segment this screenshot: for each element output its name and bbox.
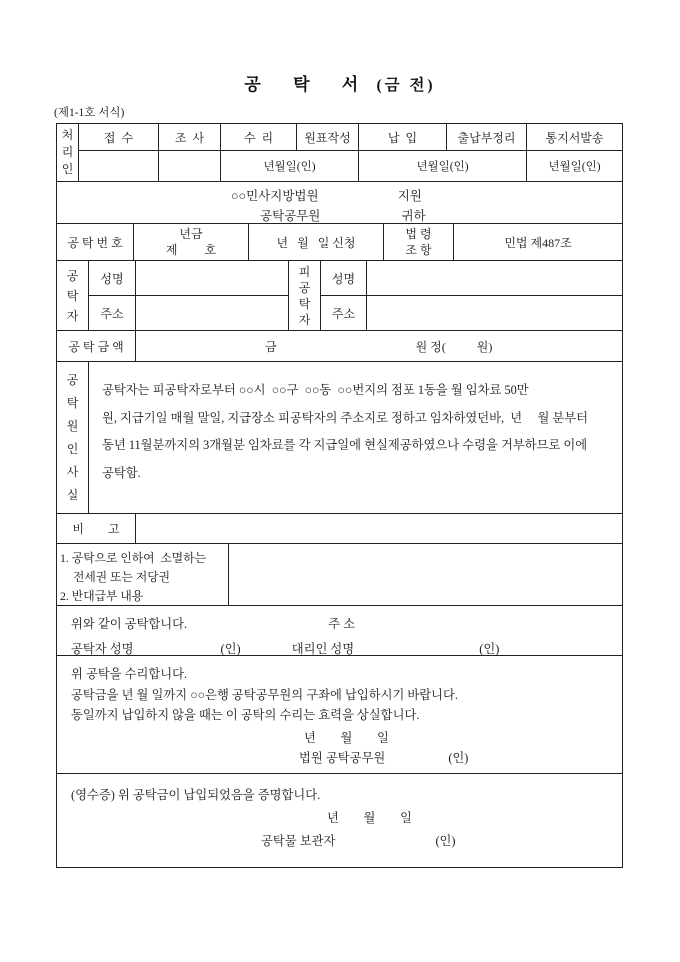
title-suffix: (금 전)	[376, 77, 436, 94]
deposit-number-row	[57, 224, 622, 261]
date-seal-1: 년월일(인)	[221, 151, 359, 181]
depositor-fields	[89, 261, 289, 330]
depositee-address-value	[367, 296, 622, 330]
cause-line-2: 원, 지급기일 매월 말일, 지급장소 피공탁자의 주소지로 정하고 임차하였던바, 년 월 분부터	[102, 410, 589, 425]
processing-grid	[79, 124, 622, 181]
col-payment: 납 입	[359, 124, 447, 150]
processing-header-row	[79, 124, 622, 151]
law-clause-label	[384, 224, 454, 260]
acceptance-signer: 법원 공탁공무원	[299, 751, 386, 765]
depositor-address-value	[136, 296, 289, 330]
acceptance-seal: (인)	[448, 751, 469, 765]
extinguish-items	[57, 544, 229, 605]
amount-won-jeong: 원 정(	[415, 339, 446, 354]
receipt-row	[57, 774, 622, 867]
depositor-address-label: 주소	[89, 296, 136, 330]
law-label-line2: 조 항	[405, 243, 432, 257]
form-code: (제1-1호 서식)	[54, 107, 125, 119]
court-line-1	[57, 186, 622, 204]
depositor-name-row	[89, 261, 289, 296]
title-text: 공 탁 서	[244, 75, 373, 94]
remarks-label: 비 고	[57, 514, 136, 543]
amount-won-close: 원)	[476, 339, 493, 354]
col-cashbook: 출납부정리	[447, 124, 527, 150]
acceptance-signer-line	[299, 748, 622, 769]
court-officer: 공탁공무원	[260, 209, 321, 223]
cause-line-4: 공탁함.	[102, 465, 141, 480]
amount-value	[136, 331, 622, 361]
col-notice: 통지서발송	[545, 130, 604, 145]
agent-seal: (인)	[479, 642, 500, 656]
acceptance-row	[57, 656, 622, 774]
declaration-statement: 위와 같이 공탁합니다.	[71, 617, 188, 631]
amount-label: 공 탁 금 액	[57, 331, 136, 361]
receipt-blank-cell	[79, 151, 159, 181]
depositor-address-row	[89, 296, 289, 330]
extinguish-line-2: 전세권 또는 저당권	[73, 570, 171, 584]
depositee-address-row	[321, 296, 622, 330]
amount-row	[57, 331, 622, 362]
col-receipt: 접 수	[79, 124, 159, 150]
extinguish-line-3: 2. 반대급부 내용	[60, 589, 144, 603]
cause-text	[89, 362, 622, 513]
cause-line-1: 공탁자는 피공탁자로부터 ○○시 ○○구 ○○동 ○○번지의 점포 1동을 월 임차료 50만	[102, 383, 529, 397]
declaration-line-2	[71, 639, 622, 657]
receipt-line-1: (영수증) 위 공탁금이 납입되었음을 증명합니다.	[71, 788, 321, 802]
date-seal-2: 년월일(인)	[359, 151, 527, 181]
court-section	[57, 182, 622, 224]
remarks-value	[136, 514, 622, 543]
depositor-signature-label: 공탁자 성명	[71, 642, 134, 656]
page-title	[0, 0, 680, 95]
depositee-fields	[321, 261, 622, 330]
depositee-address-label: 주소	[321, 296, 367, 330]
investigation-blank-cell	[159, 151, 221, 181]
deposit-number-label: 공 탁 번 호	[57, 224, 134, 260]
cause-line-3: 동년 11월분까지의 3개월분 임차료를 각 지급일에 현실제공하였으나 수령을 거부하므로 이에	[102, 438, 588, 452]
depositee-name-value	[367, 261, 622, 295]
amount-geum: 금	[265, 339, 277, 354]
receipt-date-line: 년 월 일	[327, 811, 412, 825]
law-label-line1: 법 령	[405, 227, 432, 241]
deposit-number-year: 년금	[179, 227, 203, 241]
depositee-name-label: 성명	[321, 261, 367, 295]
extinguish-row	[57, 544, 622, 606]
acceptance-line-3: 동일까지 납입하지 않을 때는 이 공탁의 수리는 효력을 상실합니다.	[71, 708, 420, 722]
receipt-seal: (인)	[435, 834, 456, 848]
processing-section	[57, 124, 622, 182]
agent-signature-label: 대리인 성명	[291, 642, 355, 656]
parties-row	[57, 261, 622, 331]
col-acceptance: 수 리	[221, 124, 297, 150]
application-date: 년 월 일 신청	[249, 224, 384, 260]
court-branch: 지원	[397, 189, 422, 203]
depositee-label: 피공탁자	[289, 261, 321, 330]
declaration-address-label: 주 소	[328, 617, 356, 631]
receipt-signer-line	[261, 830, 622, 853]
deposit-number-no: 제 호	[165, 243, 217, 257]
remarks-row	[57, 514, 622, 544]
deposit-number-value	[134, 224, 249, 260]
col-record: 원표작성	[297, 124, 359, 150]
cause-label: 공탁원인사실	[57, 362, 89, 513]
extinguish-value	[229, 544, 622, 605]
acceptance-date-line: 년 월 일	[304, 730, 389, 745]
court-honorific: 귀하	[401, 209, 426, 223]
processing-date-row	[79, 151, 622, 181]
col-investigation: 조 사	[159, 124, 221, 150]
depositor-label: 공탁자	[57, 261, 89, 330]
law-clause-value: 민법 제487조	[504, 235, 572, 250]
processing-label: 처리인	[57, 124, 79, 181]
depositee-name-row	[321, 261, 622, 296]
date-seal-3: 년월일(인)	[548, 161, 601, 173]
depositor-name-label: 성명	[89, 261, 136, 295]
depositor-name-value	[136, 261, 289, 295]
declaration-row	[57, 606, 622, 656]
declaration-line-1	[71, 614, 622, 632]
acceptance-line-1: 위 공탁을 수리합니다.	[71, 667, 188, 681]
depositor-seal: (인)	[220, 642, 241, 656]
extinguish-line-1: 1. 공탁으로 인하여 소멸하는	[60, 551, 206, 565]
court-line-2	[57, 206, 622, 224]
receipt-signer: 공탁물 보관자	[261, 834, 336, 848]
court-name: ○○민사지방법원	[231, 189, 319, 203]
cause-row	[57, 362, 622, 514]
acceptance-line-2: 공탁금을 년 월 일까지 ○○은행 공탁공무원의 구좌에 납입하시기 바랍니다.	[71, 687, 459, 702]
deposit-form-table	[56, 123, 623, 868]
